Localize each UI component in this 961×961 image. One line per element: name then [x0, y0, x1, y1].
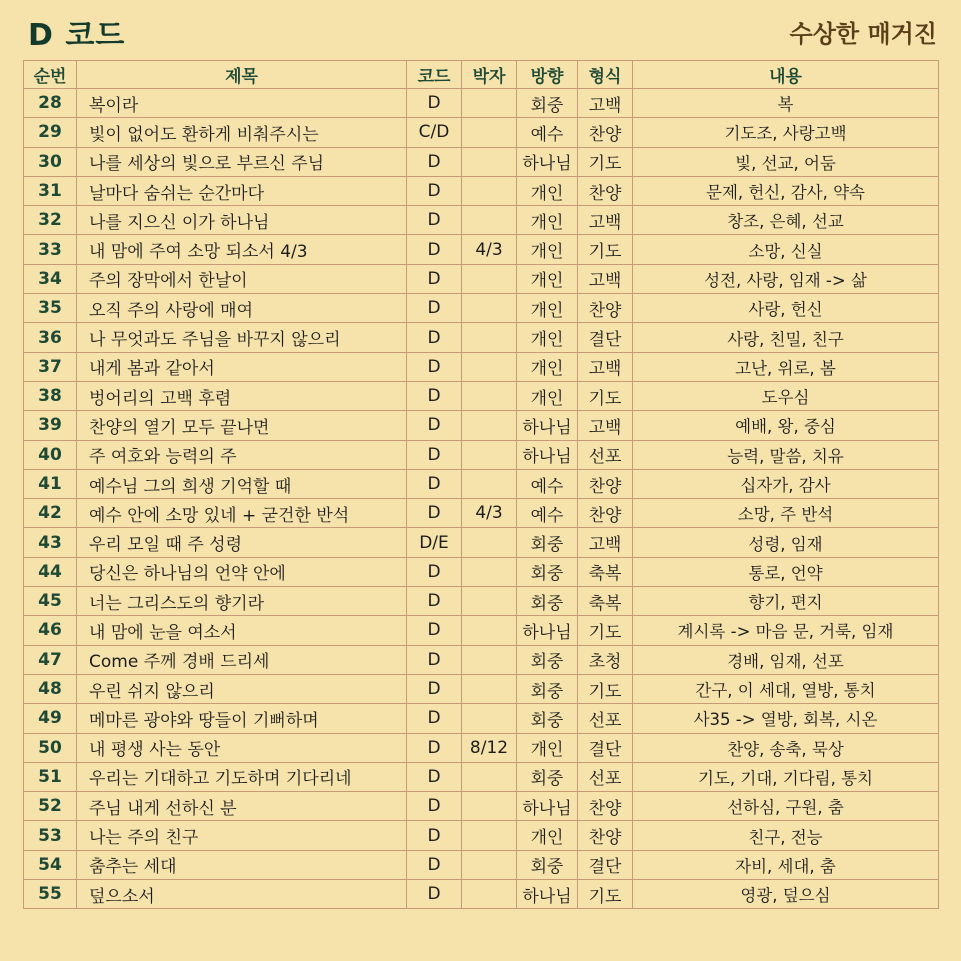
song-title: 덮으소서 — [77, 880, 407, 909]
song-time-signature — [462, 557, 517, 586]
song-content: 고난, 위로, 봄 — [633, 352, 939, 381]
song-key: D — [407, 411, 462, 440]
song-number: 48 — [24, 674, 77, 703]
song-direction: 하나님 — [517, 440, 578, 469]
song-form: 찬양 — [578, 469, 633, 498]
song-direction: 예수 — [517, 499, 578, 528]
song-number: 28 — [24, 89, 77, 118]
song-form: 고백 — [578, 206, 633, 235]
table-row — [24, 118, 939, 147]
song-number: 41 — [24, 469, 77, 498]
song-form: 찬양 — [578, 294, 633, 323]
song-time-signature — [462, 674, 517, 703]
song-form: 고백 — [578, 528, 633, 557]
song-content: 경배, 임재, 선포 — [633, 645, 939, 674]
song-content: 복 — [633, 89, 939, 118]
song-title: 복이라 — [77, 89, 407, 118]
table-row — [24, 176, 939, 205]
table-row — [24, 294, 939, 323]
song-content: 능력, 말씀, 치유 — [633, 440, 939, 469]
song-direction: 하나님 — [517, 411, 578, 440]
song-key: D — [407, 147, 462, 176]
song-title: 주님 내게 선하신 분 — [77, 792, 407, 821]
song-content: 친구, 전능 — [633, 821, 939, 850]
song-time-signature — [462, 323, 517, 352]
song-number: 31 — [24, 176, 77, 205]
song-form: 선포 — [578, 704, 633, 733]
song-form: 고백 — [578, 352, 633, 381]
col-header-number: 순번 — [24, 61, 77, 89]
song-number: 30 — [24, 147, 77, 176]
song-content: 사랑, 친밀, 친구 — [633, 323, 939, 352]
song-key: D — [407, 850, 462, 879]
song-form: 축복 — [578, 557, 633, 586]
song-direction: 회중 — [517, 587, 578, 616]
col-header-key: 코드 — [407, 61, 462, 89]
song-time-signature: 4/3 — [462, 235, 517, 264]
table-row — [24, 469, 939, 498]
song-number: 47 — [24, 645, 77, 674]
song-number: 55 — [24, 880, 77, 909]
song-title: 날마다 숨쉬는 순간마다 — [77, 176, 407, 205]
song-title: 당신은 하나님의 언약 안에 — [77, 557, 407, 586]
song-content: 예배, 왕, 중심 — [633, 411, 939, 440]
song-title: Come 주께 경배 드리세 — [77, 645, 407, 674]
song-title: 메마른 광야와 땅들이 기뻐하며 — [77, 704, 407, 733]
song-time-signature — [462, 381, 517, 410]
song-title: 우린 쉬지 않으리 — [77, 674, 407, 703]
song-key: D — [407, 557, 462, 586]
song-form: 초청 — [578, 645, 633, 674]
table-row — [24, 704, 939, 733]
song-form: 찬양 — [578, 118, 633, 147]
song-form: 선포 — [578, 440, 633, 469]
song-time-signature — [462, 704, 517, 733]
song-direction: 회중 — [517, 557, 578, 586]
song-form: 기도 — [578, 147, 633, 176]
song-direction: 회중 — [517, 850, 578, 879]
song-content: 계시록 -> 마음 문, 거룩, 임재 — [633, 616, 939, 645]
song-title: 나 무엇과도 주님을 바꾸지 않으리 — [77, 323, 407, 352]
song-direction: 개인 — [517, 294, 578, 323]
song-direction: 회중 — [517, 674, 578, 703]
song-key: D — [407, 352, 462, 381]
song-title: 우리는 기대하고 기도하며 기다리네 — [77, 762, 407, 791]
song-title: 내 맘에 눈을 여소서 — [77, 616, 407, 645]
song-key: D — [407, 733, 462, 762]
song-content: 성전, 사랑, 임재 -> 삶 — [633, 264, 939, 293]
song-title: 주의 장막에서 한날이 — [77, 264, 407, 293]
table-row — [24, 557, 939, 586]
col-header-direction: 방향 — [517, 61, 578, 89]
song-form: 기도 — [578, 674, 633, 703]
song-number: 35 — [24, 294, 77, 323]
song-content: 십자가, 감사 — [633, 469, 939, 498]
song-time-signature — [462, 821, 517, 850]
song-content: 사35 -> 열방, 회복, 시온 — [633, 704, 939, 733]
song-number: 34 — [24, 264, 77, 293]
song-number: 43 — [24, 528, 77, 557]
table-row — [24, 381, 939, 410]
song-number: 44 — [24, 557, 77, 586]
song-number: 45 — [24, 587, 77, 616]
song-number: 54 — [24, 850, 77, 879]
song-key: D — [407, 704, 462, 733]
song-direction: 개인 — [517, 206, 578, 235]
song-title: 우리 모일 때 주 성령 — [77, 528, 407, 557]
col-header-content: 내용 — [633, 61, 939, 89]
song-direction: 하나님 — [517, 880, 578, 909]
song-form: 고백 — [578, 264, 633, 293]
song-direction: 개인 — [517, 381, 578, 410]
song-content: 도우심 — [633, 381, 939, 410]
col-header-form: 형식 — [578, 61, 633, 89]
song-form: 결단 — [578, 323, 633, 352]
song-key: D — [407, 674, 462, 703]
table-row — [24, 821, 939, 850]
song-key: D — [407, 762, 462, 791]
song-direction: 개인 — [517, 821, 578, 850]
song-time-signature — [462, 792, 517, 821]
table-row — [24, 587, 939, 616]
song-time-signature — [462, 147, 517, 176]
song-direction: 개인 — [517, 733, 578, 762]
song-key: C/D — [407, 118, 462, 147]
song-time-signature — [462, 294, 517, 323]
table-row — [24, 616, 939, 645]
song-key: D — [407, 176, 462, 205]
song-direction: 예수 — [517, 469, 578, 498]
song-number: 50 — [24, 733, 77, 762]
song-title: 오직 주의 사랑에 매여 — [77, 294, 407, 323]
song-title: 나를 지으신 이가 하나님 — [77, 206, 407, 235]
song-direction: 개인 — [517, 176, 578, 205]
song-title: 벙어리의 고백 후렴 — [77, 381, 407, 410]
song-number: 42 — [24, 499, 77, 528]
song-time-signature — [462, 89, 517, 118]
song-content: 창조, 은혜, 선교 — [633, 206, 939, 235]
col-header-time-signature: 박자 — [462, 61, 517, 89]
song-number: 39 — [24, 411, 77, 440]
song-key: D — [407, 89, 462, 118]
song-direction: 회중 — [517, 645, 578, 674]
song-form: 찬양 — [578, 821, 633, 850]
song-time-signature — [462, 616, 517, 645]
song-title: 나는 주의 친구 — [77, 821, 407, 850]
song-number: 46 — [24, 616, 77, 645]
song-title: 주 여호와 능력의 주 — [77, 440, 407, 469]
table-row — [24, 733, 939, 762]
table-row — [24, 352, 939, 381]
song-time-signature: 4/3 — [462, 499, 517, 528]
song-form: 기도 — [578, 235, 633, 264]
song-title: 너는 그리스도의 향기라 — [77, 587, 407, 616]
song-direction: 회중 — [517, 528, 578, 557]
song-direction: 개인 — [517, 235, 578, 264]
table-row — [24, 440, 939, 469]
song-title: 찬양의 열기 모두 끝나면 — [77, 411, 407, 440]
song-content: 통로, 언약 — [633, 557, 939, 586]
song-key: D — [407, 587, 462, 616]
song-number: 40 — [24, 440, 77, 469]
song-content: 소망, 주 반석 — [633, 499, 939, 528]
song-key: D — [407, 323, 462, 352]
song-direction: 하나님 — [517, 616, 578, 645]
col-header-title: 제목 — [77, 61, 407, 89]
song-content: 선하심, 구원, 춤 — [633, 792, 939, 821]
song-number: 53 — [24, 821, 77, 850]
song-key: D — [407, 294, 462, 323]
table-row — [24, 206, 939, 235]
song-number: 29 — [24, 118, 77, 147]
song-key: D — [407, 381, 462, 410]
song-direction: 개인 — [517, 352, 578, 381]
song-direction: 회중 — [517, 89, 578, 118]
song-content: 기도, 기대, 기다림, 통치 — [633, 762, 939, 791]
song-key: D — [407, 264, 462, 293]
song-key: D — [407, 440, 462, 469]
song-title: 예수 안에 소망 있네 + 굳건한 반석 — [77, 499, 407, 528]
song-form: 축복 — [578, 587, 633, 616]
song-time-signature — [462, 118, 517, 147]
song-direction: 예수 — [517, 118, 578, 147]
table-row — [24, 645, 939, 674]
song-title: 내게 봄과 같아서 — [77, 352, 407, 381]
song-content: 향기, 편지 — [633, 587, 939, 616]
song-time-signature — [462, 645, 517, 674]
song-content: 소망, 신실 — [633, 235, 939, 264]
song-content: 간구, 이 세대, 열방, 통치 — [633, 674, 939, 703]
song-key: D — [407, 235, 462, 264]
song-form: 기도 — [578, 880, 633, 909]
table-row — [24, 674, 939, 703]
song-content: 영광, 덮으심 — [633, 880, 939, 909]
song-content: 사랑, 헌신 — [633, 294, 939, 323]
song-time-signature — [462, 176, 517, 205]
song-content: 찬양, 송축, 묵상 — [633, 733, 939, 762]
song-direction: 개인 — [517, 264, 578, 293]
song-number: 49 — [24, 704, 77, 733]
song-title: 내 평생 사는 동안 — [77, 733, 407, 762]
brand-name: 수상한 매거진 — [789, 20, 937, 48]
table-row — [24, 792, 939, 821]
song-form: 선포 — [578, 762, 633, 791]
song-number: 32 — [24, 206, 77, 235]
song-number: 38 — [24, 381, 77, 410]
song-time-signature — [462, 440, 517, 469]
song-key: D — [407, 499, 462, 528]
song-content: 기도조, 사랑고백 — [633, 118, 939, 147]
song-direction: 회중 — [517, 762, 578, 791]
song-content: 성령, 임재 — [633, 528, 939, 557]
table-row — [24, 235, 939, 264]
song-key: D/E — [407, 528, 462, 557]
song-key: D — [407, 821, 462, 850]
song-content: 빛, 선교, 어둠 — [633, 147, 939, 176]
song-number: 51 — [24, 762, 77, 791]
table-row — [24, 528, 939, 557]
song-title: 나를 세상의 빛으로 부르신 주님 — [77, 147, 407, 176]
song-time-signature — [462, 587, 517, 616]
song-time-signature — [462, 528, 517, 557]
song-direction: 하나님 — [517, 147, 578, 176]
song-key: D — [407, 792, 462, 821]
song-time-signature — [462, 411, 517, 440]
song-content: 자비, 세대, 춤 — [633, 850, 939, 879]
table-row — [24, 850, 939, 879]
song-title: 춤추는 세대 — [77, 850, 407, 879]
song-key: D — [407, 645, 462, 674]
song-form: 고백 — [578, 411, 633, 440]
table-row — [24, 323, 939, 352]
table-row — [24, 411, 939, 440]
song-time-signature — [462, 352, 517, 381]
song-form: 기도 — [578, 616, 633, 645]
page-title: D 코드 — [28, 18, 126, 53]
song-time-signature — [462, 469, 517, 498]
song-direction: 하나님 — [517, 792, 578, 821]
song-title: 빛이 없어도 환하게 비춰주시는 — [77, 118, 407, 147]
song-direction: 회중 — [517, 704, 578, 733]
song-time-signature — [462, 850, 517, 879]
song-number: 37 — [24, 352, 77, 381]
song-form: 찬양 — [578, 499, 633, 528]
song-key: D — [407, 880, 462, 909]
table-row — [24, 147, 939, 176]
song-title: 예수님 그의 희생 기억할 때 — [77, 469, 407, 498]
song-time-signature — [462, 880, 517, 909]
song-key: D — [407, 469, 462, 498]
song-time-signature — [462, 206, 517, 235]
song-time-signature: 8/12 — [462, 733, 517, 762]
song-form: 기도 — [578, 381, 633, 410]
table-row — [24, 89, 939, 118]
table-row — [24, 880, 939, 909]
table-row — [24, 499, 939, 528]
song-form: 결단 — [578, 733, 633, 762]
song-form: 결단 — [578, 850, 633, 879]
song-key: D — [407, 206, 462, 235]
table-header-row — [24, 61, 939, 89]
song-number: 36 — [24, 323, 77, 352]
song-form: 찬양 — [578, 176, 633, 205]
table-row — [24, 264, 939, 293]
song-number: 33 — [24, 235, 77, 264]
song-direction: 개인 — [517, 323, 578, 352]
song-content: 문제, 헌신, 감사, 약속 — [633, 176, 939, 205]
song-key: D — [407, 616, 462, 645]
song-form: 고백 — [578, 89, 633, 118]
song-form: 찬양 — [578, 792, 633, 821]
song-time-signature — [462, 264, 517, 293]
song-title: 내 맘에 주여 소망 되소서 4/3 — [77, 235, 407, 264]
song-table — [23, 60, 939, 909]
song-time-signature — [462, 762, 517, 791]
song-number: 52 — [24, 792, 77, 821]
table-row — [24, 762, 939, 791]
